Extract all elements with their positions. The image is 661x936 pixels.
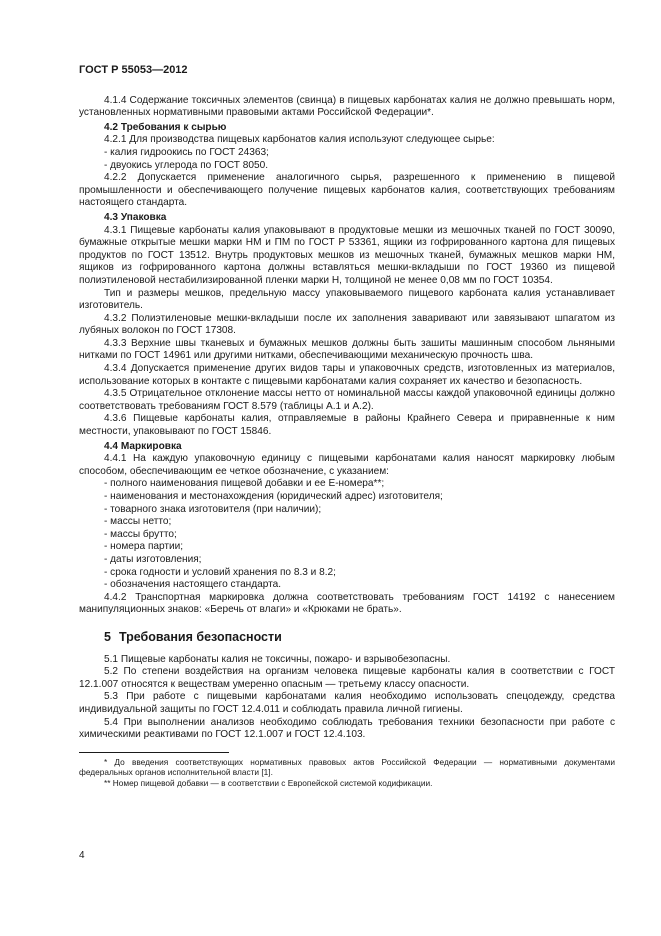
list-item: - товарного знака изготовителя (при наличии); <box>104 503 322 515</box>
paragraph-4-2-1: 4.2.1 Для производства пищевых карбонатов калия используют следующее сырье: <box>104 134 495 146</box>
footnote-divider <box>79 752 229 753</box>
paragraph-4-3-6: 4.3.6 Пищевые карбонаты калия, отправляемые в районы Крайнего Севера и приравненные к ним местности, упаковывают по ГОСТ 15846. <box>79 413 615 438</box>
paragraph-4-4-2: 4.4.2 Транспортная маркировка должна соответствовать требованиям ГОСТ 14192 с нанесением манипуляционных знаков: «Беречь от влаги» и «Крюками не брать». <box>79 591 615 616</box>
paragraph-5-2: 5.2 По степени воздействия на организм человека пищевые карбонаты калия в соответствии с ГОСТ 12.1.007 относятся к веществам умеренно опасным — третьему классу опасности. <box>79 666 615 690</box>
list-item: - наименования и местонахождения (юридический адрес) изготовителя; <box>104 491 443 502</box>
list-item: - обозначения настоящего стандарта. <box>104 579 282 591</box>
document-page <box>79 64 615 788</box>
list-item: - массы брутто; <box>104 528 177 540</box>
list-item: - срока годности и условий хранения по 8.3 и 8.2; <box>104 566 336 578</box>
page-number: 4 <box>79 850 85 861</box>
list-item: - полного наименования пищевой добавки и ее Е-номера**; <box>104 478 385 490</box>
heading-section-5 <box>104 631 615 644</box>
paragraph-4-3-1-b: Тип и размеры мешков, предельную массу упаковываемого пищевого карбоната калия устанавливает изготовитель. <box>79 287 615 312</box>
paragraph-4-1-4: 4.1.4 Содержание токсичных элементов (свинца) в пищевых карбонатах калия не должно превышать норм, установленных нормативными правовыми актами Российской Федерации*. <box>79 94 615 119</box>
list-item: - массы нетто; <box>104 516 172 528</box>
list-item: - двуокись углерода по ГОСТ 8050. <box>104 159 269 171</box>
section-number: 5 <box>104 629 111 644</box>
heading-4-2: 4.2 Требования к сырью <box>104 121 227 133</box>
paragraph-5-3: 5.3 При работе с пищевыми карбонатами калия необходимо использовать спецодежду, средства индивидуальной защиты по ГОСТ 12.4.011 и соблюдать правила личной гигиены. <box>79 691 615 715</box>
paragraph-4-3-4: 4.3.4 Допускается применение других видов тары и упаковочных средств, изготовленных из материалов, использование которых в контакте с пищевыми карбонатами калия сохраняет их качество и безопасность. <box>79 363 615 387</box>
list-item: - калия гидроокись по ГОСТ 24363; <box>104 146 269 158</box>
paragraph-5-4: 5.4 При выполнении анализов необходимо соблюдать требования техники безопасности при работе с химическими реактивами по ГОСТ 12.1.007 и ГОСТ 12.4.103. <box>79 716 615 741</box>
list-item: - даты изготовления; <box>104 553 202 565</box>
document-header: ГОСТ Р 55053—2012 <box>79 64 188 76</box>
paragraph-4-3-2: 4.3.2 Полиэтиленовые мешки-вкладыши после их заполнения заваривают или завязывают шпагатом из лубяных волокон по ГОСТ 17308. <box>79 312 615 337</box>
footnote-1: * До введения соответствующих нормативных правовых актов Российской Федерации — нормативными документами федеральных органов исполнительной власти [1]. <box>79 756 615 778</box>
paragraph-4-3-5: 4.3.5 Отрицательное отклонение массы нетто от номинальной массы каждой упаковочной единицы должно соответствовать требованиям ГОСТ 8.579 (таблицы А.1 и А.2). <box>79 388 615 412</box>
heading-4-3: 4.3 Упаковка <box>104 211 167 223</box>
paragraph-4-3-3: 4.3.3 Верхние швы тканевых и бумажных мешков должны быть зашиты машинным способом льняными нитками по ГОСТ 14961 или другими нитками, обеспечивающими механическую прочность шва. <box>79 337 615 362</box>
list-item: - номера партии; <box>104 541 184 553</box>
section-title: Требования безопасности <box>118 629 282 644</box>
heading-4-4: 4.4 Маркировка <box>104 440 182 452</box>
paragraph-4-4-1: 4.4.1 На каждую упаковочную единицу с пищевыми карбонатами калия наносят маркировку любым способом, обеспечивающим ее четкое обозначение, с указанием: <box>79 453 615 477</box>
paragraph-5-1: 5.1 Пищевые карбонаты калия не токсичны, пожаро- и взрывобезопасны. <box>104 653 451 665</box>
paragraph-4-3-1: 4.3.1 Пищевые карбонаты калия упаковывают в продуктовые мешки из мешочных тканей по ГОСТ 30090, бумажные открытые мешки марки НМ и ПМ по ГОСТ Р 53361, ящики из гофрированного картона для пищевых продуктов по ГОСТ 13512. Внутрь продуктовых мешков из мешочных тканей, бумажных мешков марки НМ, ящиков из гофрированного картона должны вставляться мешки-вкладыши по ГОСТ 19360 из пищевой полиэтиленовой нестабилизированной пленки марки Н, толщиной не менее 0,08 мм по ГОСТ 10354. <box>79 224 615 286</box>
footnote-2: ** Номер пищевой добавки — в соответствии с Европейской системой кодификации. <box>104 777 433 788</box>
paragraph-4-2-2: 4.2.2 Допускается применение аналогичного сырья, разрешенного к применению в пищевой промышленности и обеспечивающего получение пищевых карбонатов калия, соответствующих требованиям настоящего стандарта. <box>79 172 615 209</box>
